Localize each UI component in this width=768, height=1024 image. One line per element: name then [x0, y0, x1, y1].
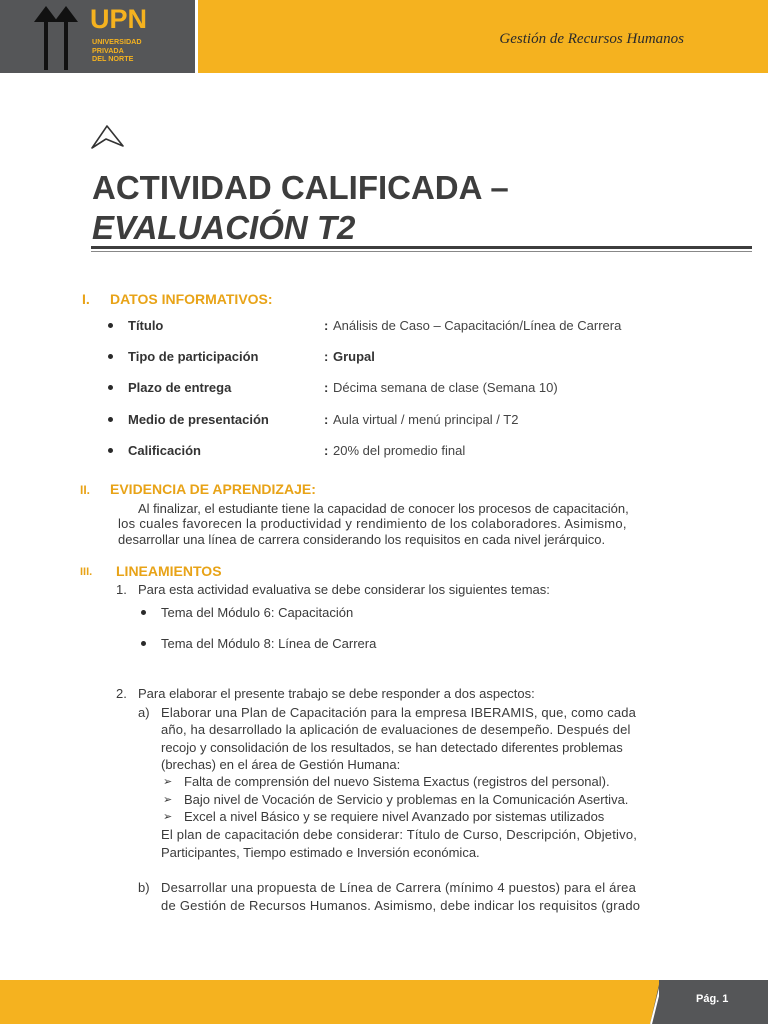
info-colon: :: [324, 443, 329, 458]
info-colon: :: [324, 349, 329, 364]
evidence-line-3: desarrollar una línea de carrera considerando los requisitos en cada nivel jerárquico.: [118, 532, 606, 547]
item-b-line-2: de Gestión de Recursos Humanos. Asimismo, debe indicar los requisitos (grado: [161, 898, 641, 913]
info-key: Título: [128, 318, 164, 333]
item-a-line-3: recojo y consolidación de los resultados, se han detectado diferentes problemas: [161, 740, 623, 755]
info-value: 20% del promedio final: [333, 443, 466, 458]
bullet: [141, 641, 146, 646]
info-colon: :: [324, 380, 329, 395]
item-2-text: Para elaborar el presente trabajo se debe responder a dos aspectos:: [138, 686, 535, 701]
document-title: [92, 168, 509, 248]
item-a-line-4: (brechas) en el área de Gestión Humana:: [161, 757, 401, 772]
section-3-heading: LINEAMIENTOS: [116, 563, 222, 579]
header-divider: [195, 0, 198, 73]
section-1-heading: DATOS INFORMATIVOS:: [110, 291, 273, 307]
section-2-heading: EVIDENCIA DE APRENDIZAJE:: [110, 481, 316, 497]
section-3-number: III.: [80, 566, 93, 578]
bullet: [108, 417, 113, 422]
info-key: Medio de presentación: [128, 412, 269, 427]
info-value: Grupal: [333, 349, 375, 364]
title-line-1: ACTIVIDAD CALIFICADA –: [92, 169, 509, 206]
section-2-number: II.: [80, 483, 91, 497]
bullet: [108, 354, 113, 359]
bullet: [141, 610, 146, 615]
info-value: Décima semana de clase (Semana 10): [333, 380, 558, 395]
logo-text: UPN: [90, 4, 148, 34]
info-colon: :: [324, 412, 329, 427]
info-colon: :: [324, 318, 329, 333]
info-key: Plazo de entrega: [128, 380, 232, 395]
page-number: Pág. 1: [696, 993, 729, 1005]
bullet: [108, 385, 113, 390]
navigation-arrow-icon: [91, 124, 125, 150]
problem-2: Bajo nivel de Vocación de Servicio y problemas en la Comunicación Asertiva.: [184, 792, 629, 807]
title-underline-thin: [91, 251, 752, 252]
department-name: Gestión de Recursos Humanos: [499, 31, 684, 47]
item-a-tail-2: Participantes, Tiempo estimado e Inversión económica.: [161, 845, 480, 860]
item-1-text: Para esta actividad evaluativa se debe considerar los siguientes temas:: [138, 582, 550, 597]
item-2-number: 2.: [116, 686, 127, 701]
topic-1: Tema del Módulo 6: Capacitación: [161, 605, 354, 620]
evidence-line-2: los cuales favorecen la productividad y rendimiento de los colaboradores. Asimismo,: [118, 516, 627, 531]
info-value: Aula virtual / menú principal / T2: [333, 412, 519, 427]
title-underline: [91, 246, 752, 249]
problem-3: Excel a nivel Básico y se requiere nivel Avanzado por sistemas utilizados: [184, 809, 605, 824]
logo-arrow-icon: [30, 4, 88, 70]
bullet: [108, 448, 113, 453]
info-key: Calificación: [128, 443, 201, 458]
section-1-number: I.: [82, 291, 90, 307]
bullet: [108, 323, 113, 328]
info-value: Análisis de Caso – Capacitación/Línea de Carrera: [333, 318, 622, 333]
item-a-line-1: Elaborar una Plan de Capacitación para la empresa IBERAMIS, que, como cada: [161, 705, 637, 720]
logo-subtitle: UNIVERSIDAD PRIVADA DEL NORTE: [92, 37, 142, 63]
evidence-line-1: Al finalizar, el estudiante tiene la capacidad de conocer los procesos de capacitación,: [138, 501, 629, 516]
topic-2: Tema del Módulo 8: Línea de Carrera: [161, 636, 377, 651]
item-a-tail-1: El plan de capacitación debe considerar: Título de Curso, Descripción, Objetivo,: [161, 827, 638, 842]
item-b-label: b): [138, 880, 150, 895]
problem-1: Falta de comprensión del nuevo Sistema Exactus (registros del personal).: [184, 774, 610, 789]
info-key: Tipo de participación: [128, 349, 259, 364]
item-a-line-2: año, ha desarrollado la aplicación de evaluaciones de desempeño. Después del: [161, 722, 631, 737]
item-a-label: a): [138, 705, 150, 720]
arrow-bullet-icon: ➢: [163, 811, 173, 823]
logo: [0, 0, 195, 73]
page-footer: [0, 980, 768, 1024]
title-line-2: EVALUACIÓN T2: [92, 209, 356, 246]
page-header: [0, 0, 768, 73]
item-b-line-1: Desarrollar una propuesta de Línea de Carrera (mínimo 4 puestos) para el área: [161, 880, 637, 895]
item-1-number: 1.: [116, 582, 127, 597]
arrow-bullet-icon: ➢: [163, 794, 173, 806]
arrow-bullet-icon: ➢: [163, 776, 173, 788]
